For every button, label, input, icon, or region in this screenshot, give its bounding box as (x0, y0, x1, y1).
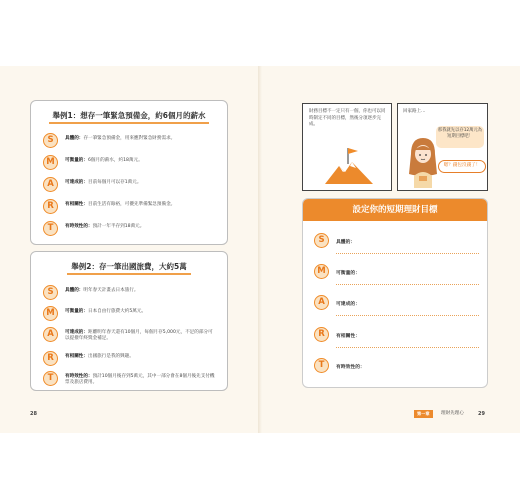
letter-s-icon: S (43, 285, 58, 300)
row-text: 6個月的薪水，約18萬元。 (87, 158, 143, 163)
page-number-right: 29 (478, 411, 485, 417)
write-line (336, 347, 479, 348)
example2-row-s (43, 285, 217, 302)
goal-row-a (314, 295, 479, 315)
row-label: 可衡量的： (65, 158, 88, 163)
write-line (336, 315, 479, 316)
row-label: 可衡量的： (65, 309, 88, 314)
page-number-left: 28 (30, 411, 37, 417)
example1-row-a (43, 177, 217, 194)
row-text: 明年春天計畫去日本旅行。 (83, 288, 139, 293)
comic-panel-2-text: 回家路上… (403, 109, 426, 114)
row-text: 目前生活有餘裕，可優先準備緊急預備金。 (87, 202, 176, 207)
letter-t-icon: T (314, 358, 329, 373)
mountain-flag-icon (321, 144, 377, 186)
letter-m-icon: M (43, 155, 58, 170)
letter-r-icon: R (314, 327, 329, 342)
goal-row-s (314, 233, 479, 253)
example1-card (30, 100, 228, 245)
letter-s-icon: S (314, 233, 329, 248)
row-text: 預計10個月後存到5萬元，其中一部分會在8個月後先支付機票及旅店費用。 (65, 374, 215, 386)
example2-row-m (43, 306, 217, 323)
example1-row-r (43, 199, 217, 216)
goal-row-label: 有相關性： (336, 334, 360, 339)
letter-m-icon: M (43, 306, 58, 321)
row-text: 目前每個月可以存1萬元。 (87, 180, 142, 185)
row-label: 具體的： (65, 288, 84, 293)
goal-row-m (314, 264, 479, 284)
goal-row-label: 具體的： (336, 240, 356, 245)
example2-row-r (43, 351, 217, 368)
goal-row-label: 有時效性的： (336, 365, 365, 370)
row-label: 具體的： (65, 136, 84, 141)
letter-r-icon: R (43, 351, 58, 366)
example1-row-m (43, 155, 217, 172)
goal-setting-card (302, 198, 488, 388)
goal-row-r (314, 327, 479, 347)
letter-a-icon: A (43, 327, 58, 342)
row-label: 有相關性： (65, 202, 88, 207)
row-label: 可達成的： (65, 180, 88, 185)
speech-bubble: 那我就先以存12萬元為短期目標吧！ (436, 126, 484, 148)
girl-character-icon (406, 134, 440, 188)
row-label: 有相關性： (65, 354, 88, 359)
write-line (336, 284, 479, 285)
example2-card (30, 251, 228, 391)
letter-a-icon: A (314, 295, 329, 310)
letter-r-icon: R (43, 199, 58, 214)
example1-row-t (43, 221, 217, 238)
write-line (336, 253, 479, 254)
goal-title: 設定你的短期理財目標 (303, 199, 487, 221)
example1-title: 舉例1：想存一筆緊急預備金，約6個月的薪水 (31, 110, 227, 124)
row-text: 距離明年春天還有10個月，每個月存5,000元，不足的部分可以提撥年終獎金補足。 (65, 330, 213, 342)
letter-m-icon: M (314, 264, 329, 279)
chapter-tag: 第一章 (414, 410, 433, 418)
goal-row-t (314, 358, 479, 378)
goal-row-label: 可衡量的： (336, 271, 360, 276)
example2-row-a (43, 327, 217, 344)
row-text: 存一筆緊急預備金，用來應對緊急財務需求。 (83, 136, 176, 141)
example1-row-s (43, 133, 217, 150)
comic-panel-1-text: 財務目標不一定只有一個，你也可以同時制定不同的目標，然後分項逐步完成。 (309, 109, 386, 127)
letter-t-icon: T (43, 221, 58, 236)
row-label: 有時效性的： (65, 374, 93, 379)
book-gutter (258, 66, 262, 433)
letter-s-icon: S (43, 133, 58, 148)
comic-panel-2 (397, 103, 488, 191)
row-text: 預計一年半存到18萬元。 (92, 224, 145, 229)
exclamation-bubble: 嗯？錢包沒錢了！ (438, 160, 486, 173)
row-text: 出國旅行是我的興趣。 (87, 354, 134, 359)
row-label: 可達成的： (65, 330, 88, 335)
example2-row-t (43, 371, 217, 388)
example2-title: 舉例2：存一筆出國旅費，大約5萬 (31, 261, 227, 275)
running-head: 理財先理心 (441, 411, 464, 416)
letter-t-icon: T (43, 371, 58, 386)
goal-row-label: 可達成的： (336, 302, 360, 307)
row-text: 日本自由行旅費大約5萬元。 (87, 309, 147, 314)
row-label: 有時效性的： (65, 224, 93, 229)
comic-panel-1 (302, 103, 392, 191)
letter-a-icon: A (43, 177, 58, 192)
